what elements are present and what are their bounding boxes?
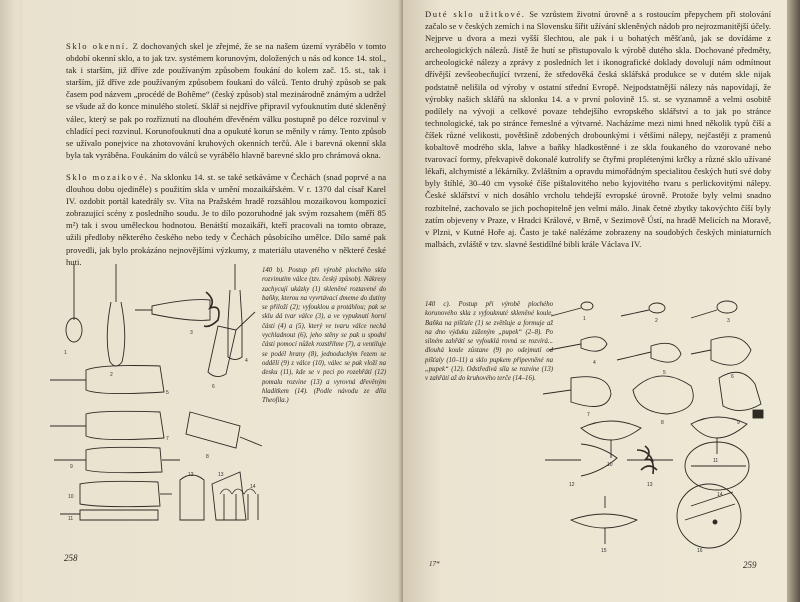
figure-label: 9 (737, 420, 740, 426)
figure-label: 11 (713, 458, 719, 464)
figure-label: 1 (64, 350, 67, 356)
figure-caption-right: 140 c). Postup při výrobě plochého korunového skla z vyfouknuté skleněné koule. Baňka na píšťale (1) se zvětšuje a formuje až na dno výduku zúženým „pupek“ (2–8). Po silném zahřátí se vyfouklá rovná se rozvírá... dlouhá koule zůstane (9) po odejmutí od píšťaly (10–11) a sklo pupkem připevněné na „pupek“ (12). Odstředivá síla se rozvine (13) v zahřátí až do kruhového terče (14–16). (425, 301, 553, 383)
paragraph-text: Z dochovaných skel je zřejmé, že se na našem území vyrábělo v tomto období okenní sklo, a to jak tzv. systémem korunovým, doložených u nás od konce 14. stol., tak i starším, již dříve zde používaným způsobem foukání do kolem zač. 15. st., tak i starším, jíž dříve zde používaným způsobem foukaní do válců. Tento druhý způsob se pak časem pod názvem „procédé de Bohême“ (český způsob) stal mezinárodně známým a udržel se všude až do konce minulého století. Sklář si nejdříve připravil vyfouknutím duté skleněný válec, který se pak po rozříznutí na dlouhém dřevěném válku postupně po délce rozvinul v chladící peci rozvinul. Korunofouknutí dna a opukuté korun se měnily v rámy. Tento způsob se užívalo ponejvice na zhotovování kruhových okenních terčů. Ale i barevná okenní skla byla tak vyráběna. Foukáním do válců se vyrábělo hlavně barevné sklo pro chrámová okna. (66, 41, 386, 160)
section-heading-hollow-glass: Duté sklo užitkové. (425, 9, 526, 19)
figure-label: 12 (188, 472, 194, 478)
figure-label: 8 (206, 454, 209, 460)
paragraph-text: Na sklonku 14. st. se také setkáváme v Čechách (snad poprvé a na dlouhou dobu ojediněle) s použitím skla v umění mozaikářském. V r. 1370 dal císař Karel IV. ozdobit portál katedrály sv. Víta na Pražském hradě rozsáhlou mozaikovou kompozicí zobrazující scény z posledního soudu. Je to dílo pozoruhodné jak svým rozsahem (měří 85 m²) tak i svou uměleckou hodnotou. Benátští mozaikáři, kteří pracovali na tomto obraze, užili předloby některého českého nebo tedy v Čechách působícího umělce. Dílo samé pak provedli, jak bylo prokázáno nejnovějšími výzkumy, z materiálu utaveného v některé české huti. (66, 171, 387, 267)
figure-caption-left: 140 b). Postup při výrobě plochého skla rozvinutím válce (tzv. český způsob). Nákresy zachycují ukázky (1) skleněné roztavené do baňky, kterou na vyvrtávací dmeme do dutiny se přiloží (2); vyfouklou a protáhlou; pak se sklu dá tvar válce (3), a ve vypuknutí horní části (4) a (5), který ve tvaru válce nechá vychladnout (6), jeho stěny se pak u spodní části pomocí nůžek rozstřihne (7), a ventiluje se podél hrany (8), jednoduchým řezem se oddělí (9) z válce (10), válec se pak vloží na desku (11), kde se v peci po rozehřátí (12) pomalu rozvine (13) a vyrovná dřevěným hladítkem (14). (Podle návodu ze díla Theofila.) (262, 267, 386, 405)
cylinder-glass-process-illustration (40, 262, 270, 522)
figure-label: 2 (110, 372, 113, 378)
figure-label: 9 (70, 464, 73, 470)
right-body-text (425, 8, 771, 250)
section-heading-mosaic-glass: Sklo mozaikové. (66, 171, 149, 182)
figure-label: 16 (697, 548, 703, 554)
figure-label: 5 (166, 390, 169, 396)
left-page (22, 0, 403, 602)
figure-label: 15 (601, 548, 607, 554)
page-edges-right (787, 0, 800, 602)
figure-label: 3 (727, 318, 730, 324)
figure-label: 4 (245, 358, 248, 364)
crown-glass-process-illustration (541, 294, 781, 556)
figure-label: 7 (166, 436, 169, 442)
figure-label: 6 (731, 374, 734, 380)
figure-label: 10 (68, 494, 74, 500)
figure-label: 10 (607, 462, 613, 468)
right-page (403, 0, 787, 602)
figure-label: 3 (190, 330, 193, 336)
figure-label: 5 (663, 370, 666, 376)
figure-label: 1 (583, 316, 586, 322)
figure-label: 6 (212, 384, 215, 390)
page-number-left: 258 (64, 553, 78, 563)
figure-label: 13 (218, 472, 224, 478)
figure-label: 12 (569, 482, 575, 488)
figure-label: 2 (655, 318, 658, 324)
figure-label: 4 (593, 360, 596, 366)
figure-label: 13 (647, 482, 653, 488)
figure-label: 8 (661, 420, 664, 426)
figure-label: 11 (68, 516, 74, 522)
paragraph-text: Se vzrůstem životní úrovně a s rostoucím přepychem při stolování začalo se v českých zemích i na Slovensku šířit užívání skleněných nádob pro nejrozmanitější účely. Nejprve u dvora a mezi vyšší šlechtou, ale pak i u bohatých měšťanů, jak se dovídáme z archeologických nálezů. Jistě že hutí se přistupovalo k výrobě dutého skla. Dochované předměty, archeologické nálezy a zprávy z posledních let i ikonografické doklady dovolují nám odmítnout dřívější zevšeobecňující tvrzení, že středověká česká sklářská produkce se v dutém skle nijak podstatně nelišila od výroby v ostatní střední Evropě. Nejpodstatnější nálezy nás napovídají, že výrobky našich sklářů na sklonku 14. a v první polovině 15. st. se vyznamně a velmi osobitě podílely na vývoji a celkové povaze tehdejšího evropského sklářství a to jak po stránce technologické, tak po stránce řemeslné a výtvarné. Nacházíme mezi nimi hned několik typů číší a číšek různé velikosti, povětšině zdobených drobounkými i většími nálepy, nejčastěji z pramenů kobaltově modrého skla, lahve a baňky hladkostěnné i ze skla foukaného do vzorované nebo tvarovací formy, překvapivě dokonalé kutrolify se čtyřmi proplétenými krčky a různé sklo užívané lékaři, alchymisté a lékárníky. Zvláštním a opravdu mimořádným specialitou českých hutí své doby byly štíhlé, 30–40 cm vysoké číše pištalovitého nebo kyjovitého tvaru s perlickovitými nálepy. České sklářství v nich dosáhlo vrcholu tehdejší evropské úrovně. Protože byly velmi snadno rozbitelné, zachovalo se jich pochopitelně jen velmi málo. Jinak četné zbytky takovýchto číší byly zatím objeveny v Praze, v Hradci Králové, v Brně, v Sezimově Ústí, na hradě Melicích na Moravě, v Plzni, v Kutné Hoře aj. Často je také nalézáme zobrazeny na soudobých českých miniaturních malbách, zvláště v tzv. slavné šestidílné bibli krále Václava IV. (425, 9, 771, 249)
signature-mark: 17* (429, 560, 440, 568)
left-body-text (66, 40, 386, 268)
page-number-right: 259 (743, 560, 757, 570)
section-heading-window-glass: Sklo okenní. (66, 41, 130, 51)
figure-label: 14 (717, 492, 723, 498)
figure-label: 7 (587, 412, 590, 418)
figure-label: 14 (250, 484, 256, 490)
